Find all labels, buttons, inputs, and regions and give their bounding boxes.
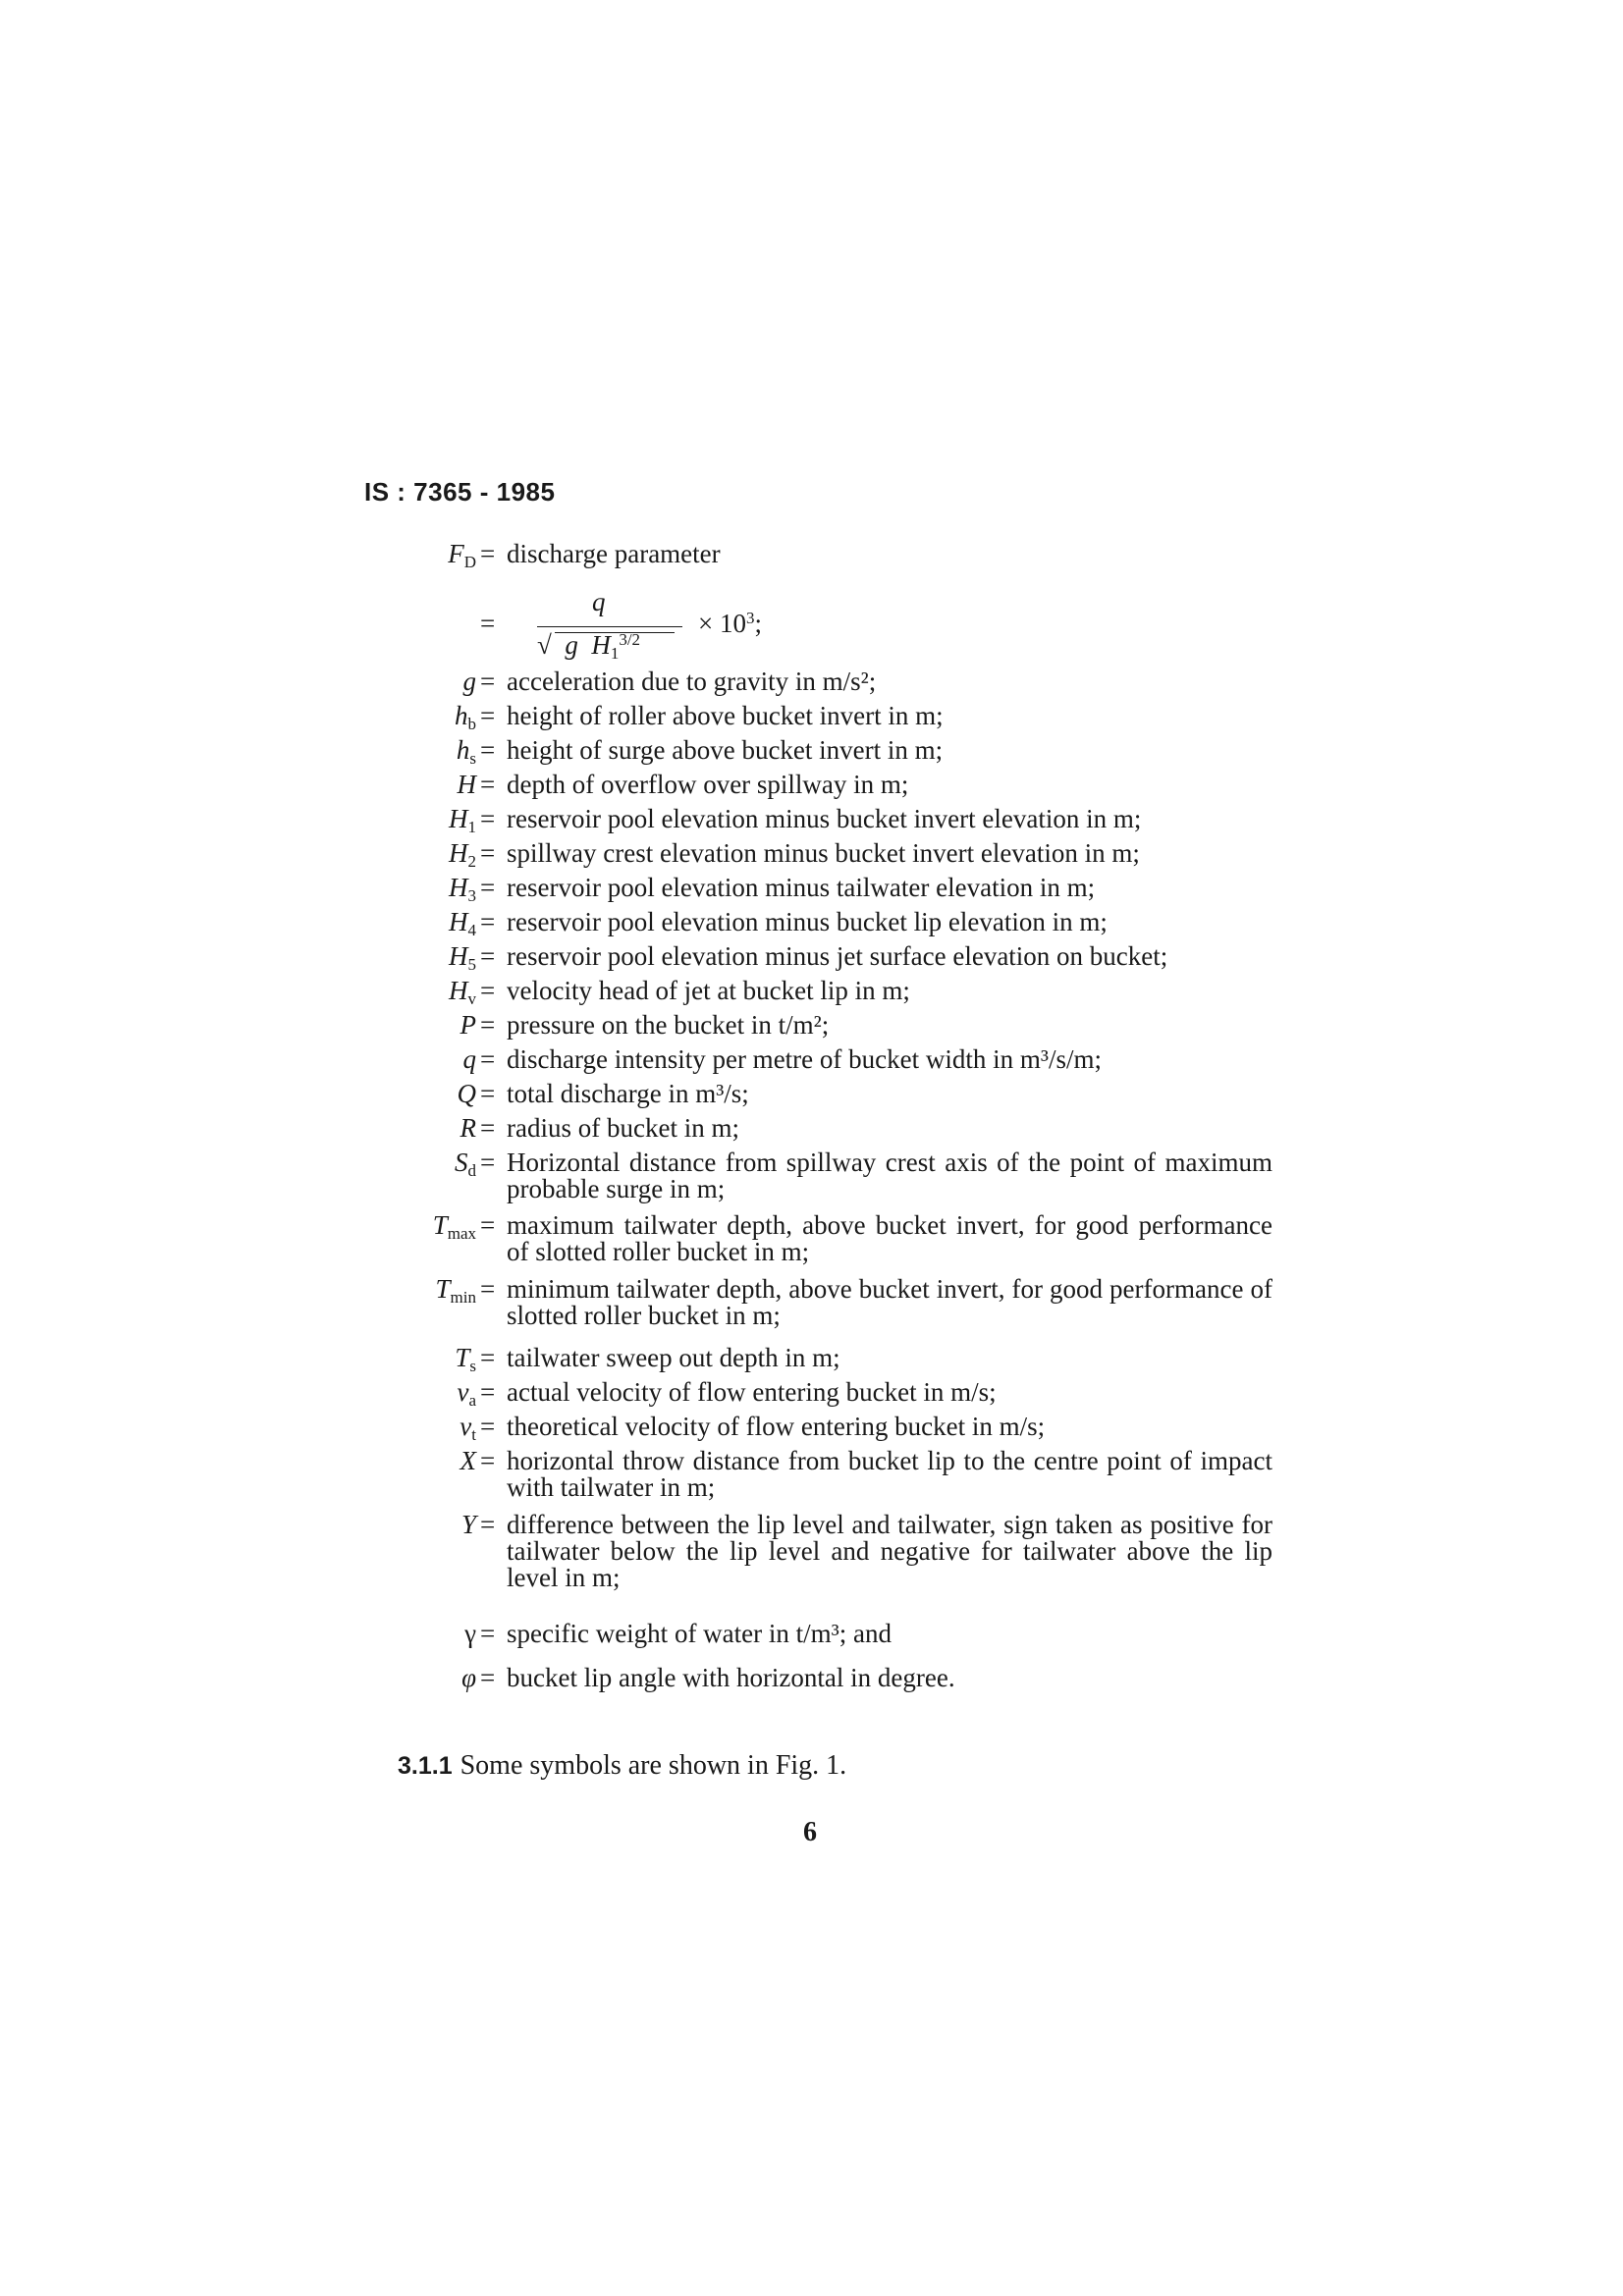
equals-sign: = [480, 1663, 496, 1692]
symbol: $H_5$ [449, 941, 476, 974]
symbol: $T_s$ [455, 1343, 476, 1375]
equals-sign: = [480, 1044, 496, 1074]
symbol: Y [460, 1510, 476, 1539]
fraction-numerator: q [592, 587, 606, 616]
equals-sign: = [480, 539, 496, 568]
sqrt-symbol: √ [537, 630, 552, 660]
equals-sign: = [480, 804, 496, 833]
equals-sign: = [480, 667, 496, 696]
definition-text: discharge intensity per metre of bucket width in m³/s/m; [507, 1044, 1102, 1074]
symbol: $H_1$ [449, 804, 476, 836]
definition-text: reservoir pool elevation minus tailwater elevation in m; [507, 873, 1096, 902]
equals-sign: = [480, 1010, 496, 1040]
symbol: X [460, 1446, 476, 1475]
symbol: γ [464, 1619, 476, 1648]
definition-text: reservoir pool elevation minus jet surface elevation on bucket; [507, 941, 1168, 971]
definition-text: horizontal throw distance from bucket lip to the centre point of impact with tailwater in m; [507, 1446, 1272, 1502]
clause-paragraph [398, 1750, 846, 1782]
definition-text: difference between the lip level and tailwater, sign taken as positive for tailwater below the lip level and negative for tailwater above the lip level in m; [507, 1510, 1272, 1592]
definition-text: depth of overflow over spillway in m; [507, 770, 909, 799]
equals-sign: = [480, 907, 496, 936]
equals-sign: = [480, 1210, 496, 1240]
equals-sign: = [480, 1412, 496, 1441]
definition-text: reservoir pool elevation minus bucket invert elevation in m; [507, 804, 1142, 833]
definition-text: specific weight of water in t/m³; and [507, 1619, 892, 1648]
symbol: $S_d$ [455, 1148, 476, 1180]
symbol: H [457, 770, 476, 799]
equals-sign: = [480, 1148, 496, 1177]
symbol: $h_s$ [456, 735, 476, 768]
symbol: $T_{max}$ [432, 1210, 476, 1243]
definition-text: pressure on the bucket in t/m²; [507, 1010, 830, 1040]
definition-text: spillway crest elevation minus bucket invert elevation in m; [507, 838, 1140, 868]
symbol: $v_t$ [460, 1412, 476, 1444]
symbol: $H_3$ [449, 873, 476, 905]
fraction-denominator: √ g $H_1^{3/2}$ [537, 630, 640, 664]
equals-sign: = [480, 1079, 496, 1108]
symbol: $H_4$ [449, 907, 476, 939]
document-header: IS : 7365 - 1985 [364, 477, 556, 507]
definition-text: Horizontal distance from spillway crest axis of the point of maximum probable surge in m; [507, 1148, 1272, 1203]
definition-text: actual velocity of flow entering bucket in m/s; [507, 1377, 997, 1407]
symbol: R [460, 1113, 476, 1143]
clause-text: Some symbols are shown in Fig. 1. [460, 1750, 847, 1781]
definition-text: radius of bucket in m; [507, 1113, 739, 1143]
definition-text: maximum tailwater depth, above bucket invert, for good performance of slotted roller bucket in m; [507, 1210, 1272, 1266]
definition-text: bucket lip angle with horizontal in degree. [507, 1663, 955, 1692]
equals-sign: = [480, 838, 496, 868]
symbol: $h_b$ [455, 701, 476, 733]
definition-text: theoretical velocity of flow entering bucket in m/s; [507, 1412, 1046, 1441]
symbol: q [462, 1044, 476, 1074]
equals-sign: = [480, 1274, 496, 1304]
clause-number: 3.1.1 [398, 1752, 453, 1780]
symbol: Q [457, 1079, 476, 1108]
definition-text: total discharge in m³/s; [507, 1079, 749, 1108]
equals-sign: = [480, 609, 496, 638]
definition-fd: discharge parameter [507, 539, 721, 568]
equals-sign: = [480, 976, 496, 1005]
definition-text: height of surge above bucket invert in m; [507, 735, 944, 765]
equals-sign: = [480, 1446, 496, 1475]
symbol: $v_a$ [457, 1377, 476, 1410]
equals-sign: = [480, 1113, 496, 1143]
equals-sign: = [480, 1377, 496, 1407]
equals-sign: = [480, 770, 496, 799]
multiplier: × $10^3$; [698, 609, 762, 638]
symbol: φ [461, 1663, 476, 1692]
symbol: $T_{min}$ [435, 1274, 476, 1307]
definition-text: velocity head of jet at bucket lip in m; [507, 976, 910, 1005]
definition-text: acceleration due to gravity in m/s²; [507, 667, 877, 696]
symbol: g [462, 667, 476, 696]
equals-sign: = [480, 941, 496, 971]
equals-sign: = [480, 873, 496, 902]
definition-text: height of roller above bucket invert in m; [507, 701, 944, 730]
equals-sign: = [480, 1343, 496, 1372]
equals-sign: = [480, 701, 496, 730]
symbol: P [460, 1010, 476, 1040]
fraction-bar [537, 626, 682, 627]
symbol: $H_v$ [449, 976, 476, 1008]
symbol-fd: $F_D$ [448, 539, 476, 571]
equals-sign: = [480, 735, 496, 765]
sqrt-bar [555, 632, 675, 633]
symbol: $H_2$ [449, 838, 476, 871]
definition-text: minimum tailwater depth, above bucket invert, for good performance of slotted roller bucket in m; [507, 1274, 1272, 1330]
equals-sign: = [480, 1619, 496, 1648]
page-number: 6 [803, 1817, 817, 1847]
equals-sign: = [480, 1510, 496, 1539]
definition-text: tailwater sweep out depth in m; [507, 1343, 840, 1372]
definition-text: reservoir pool elevation minus bucket lip elevation in m; [507, 907, 1108, 936]
